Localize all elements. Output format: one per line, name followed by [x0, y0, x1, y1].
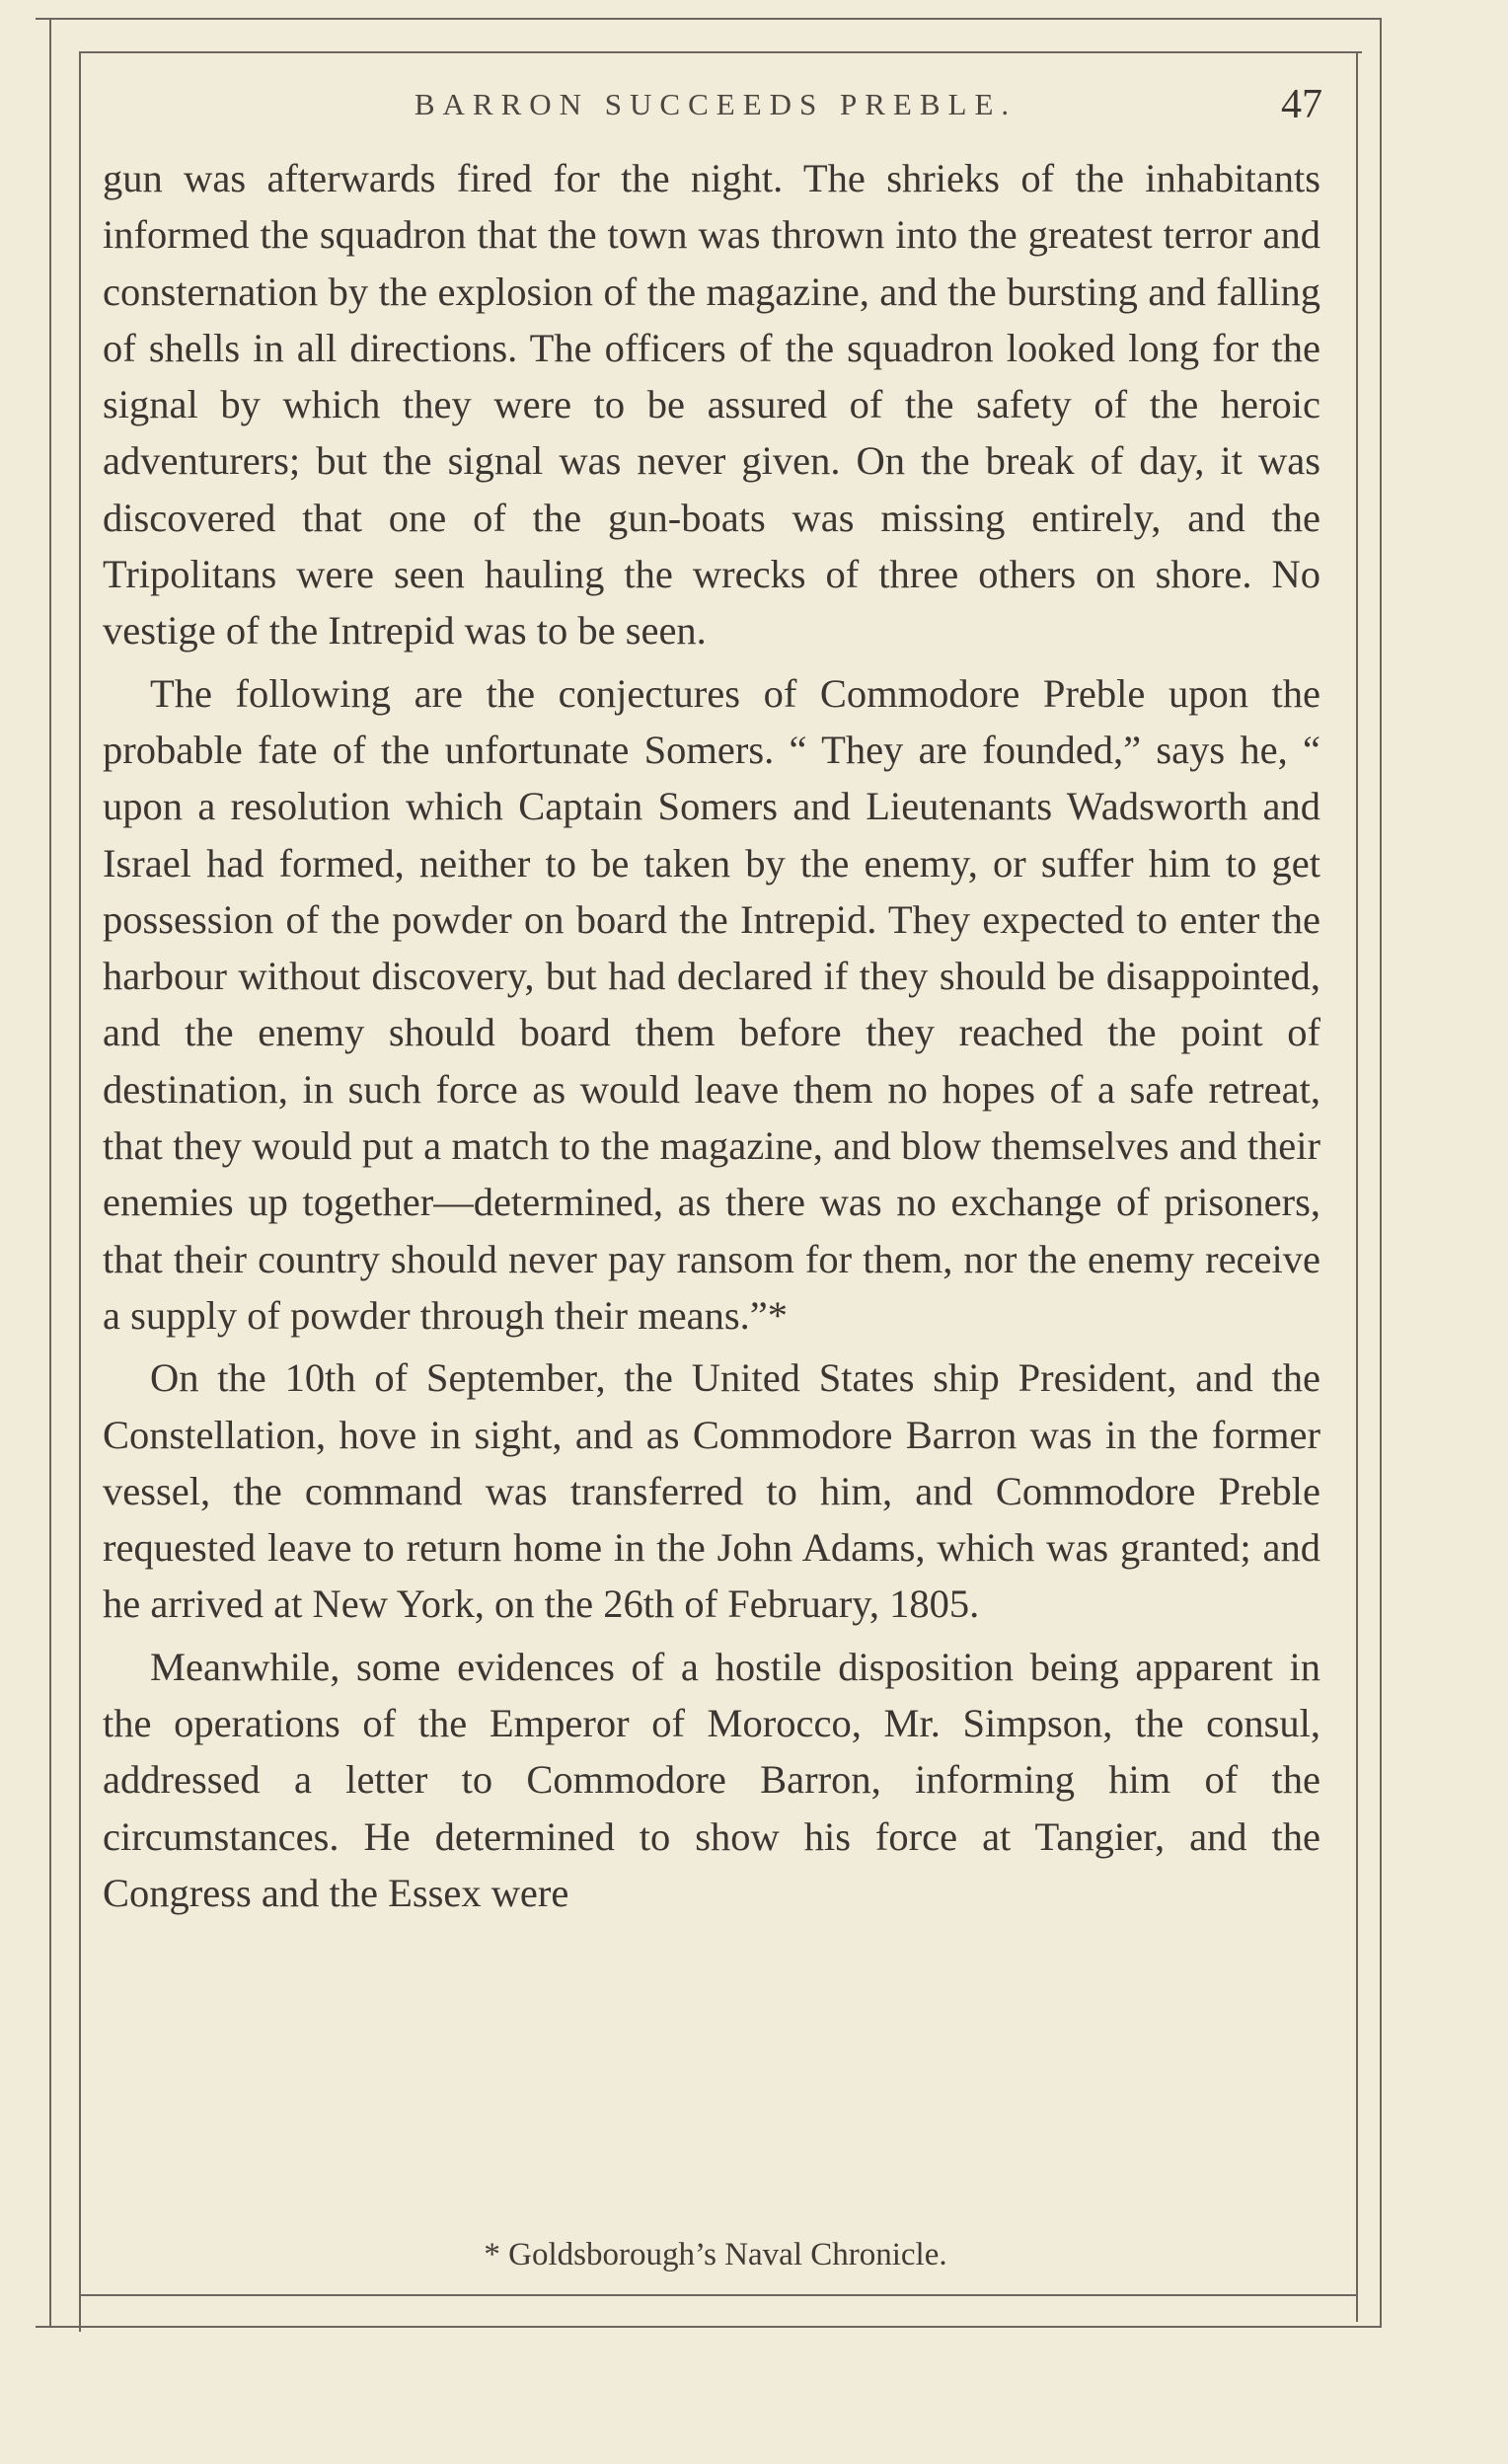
paragraph: On the 10th of September, the United States ship President, and the Constellation, hove in sight, and as Commodore Barron was in the former vessel, the command was transferred to him, and Commodore Preble requested leave to return home in the John Adams, which was granted; and he arrived at New York, on the 26th of February, 1805.: [103, 1355, 1320, 1627]
border-top-inner: [79, 51, 1362, 53]
page-number: 47: [1281, 82, 1322, 127]
footnote: * Goldsborough’s Naval Chronicle.: [484, 2237, 947, 2272]
page-header: [99, 81, 1332, 130]
border-right-outer: [1380, 18, 1382, 2328]
paragraph: gun was afterwards fired for the night. The shrieks of the inhabitants informed the squadron that the town was thrown into the greatest terror and consternation by the explosion of the magazine, and the bursting and falling of shells in all directions. The officers of the squadron looked long for the signal by which they were to be assured of the safety of the heroic adventurers; but the signal was never given. On the break of day, it was discovered that one of the gun-boats was missing entirely, and the Tripolitans were seen hauling the wrecks of three others on shore. No vestige of the Intrepid was to be seen.: [103, 156, 1320, 654]
border-left-inner: [79, 51, 81, 2332]
border-right-inner: [1356, 51, 1358, 2322]
body-text: [103, 150, 1320, 1927]
paragraph: The following are the conjectures of Commodore Preble upon the probable fate of the unfortunate Somers. “ They are founded,” says he, “ upon a resolution which Captain Somers and Lieutenants Wadsworth and Israel had formed, neither to be taken by the enemy, or suffer him to get possession of the powder on board the Intrepid. They expected to enter the harbour without discovery, but had declared if they should be disappointed, and the enemy should board them before they reached the point of destination, in such force as would leave them no hopes of a safe retreat, that they would put a match to the magazine, and blow themselves and their enemies up together—determined, as there was no exchange of prisoners, that their country should never pay ransom for them, nor the enemy receive a supply of powder through their means.”*: [103, 670, 1320, 1338]
running-head: BARRON SUCCEEDS PREBLE.: [414, 87, 1018, 121]
paragraph: Meanwhile, some evidences of a hostile disposition being apparent in the operations of the Emperor of Morocco, Mr. Simpson, the consul, addressed a letter to Commodore Barron, informing him of the circumstances. He determined to show his force at Tangier, and the Congress and the Essex were: [103, 1644, 1320, 1915]
border-bottom-outer: [36, 2326, 1382, 2328]
border-bottom-inner: [79, 2294, 1358, 2296]
border-left-outer: [49, 18, 51, 2328]
border-top-outer: [36, 18, 1382, 20]
